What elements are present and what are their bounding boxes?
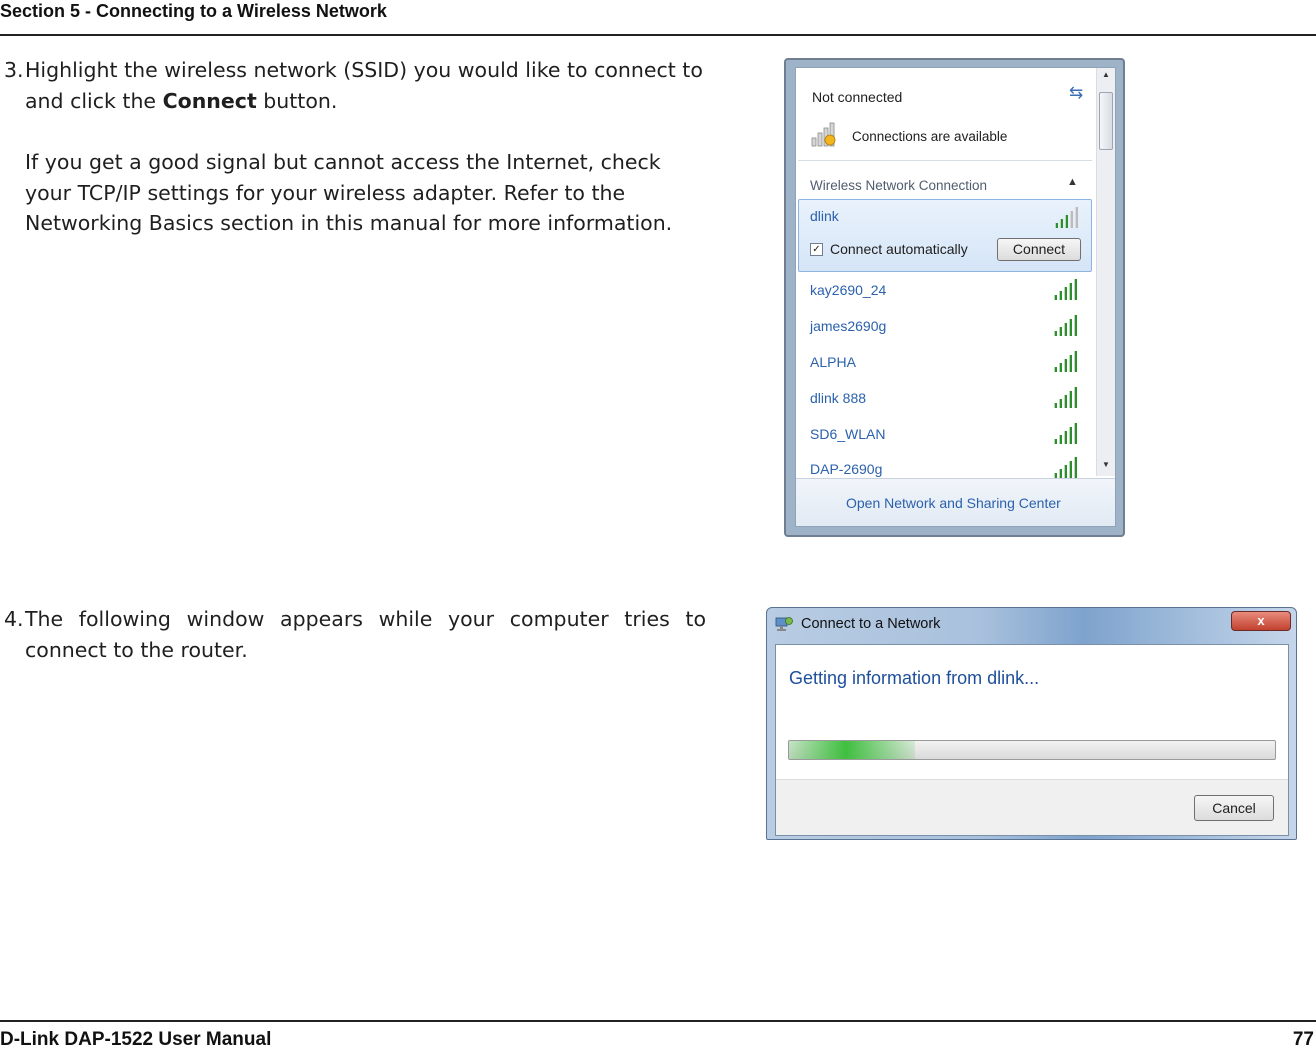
network-signal-icon <box>810 118 842 148</box>
section-header <box>0 0 1316 36</box>
wireless-networks-panel <box>795 67 1116 527</box>
step-4 <box>4 604 706 665</box>
cancel-button[interactable]: Cancel <box>1194 795 1274 821</box>
close-button[interactable]: x <box>1231 611 1291 631</box>
signal-strength-icon <box>1054 350 1081 372</box>
progress-fill <box>789 741 915 759</box>
signal-strength-icon <box>1054 422 1081 444</box>
network-list-item[interactable]: dlink 888 <box>810 390 867 406</box>
network-list-item[interactable]: kay2690_24 <box>810 282 887 298</box>
signal-strength-icon <box>1054 314 1081 336</box>
signal-strength-icon <box>1054 386 1081 408</box>
step-4-instruction: The following window appears while your computer tries to connect to the router. <box>25 607 706 662</box>
step-3-note: If you get a good signal but cannot access the Internet, check your TCP/IP settings for your wireless adapter. Refer to the Networking Basics section in this manual for more information. <box>25 150 673 235</box>
page-footer <box>0 1020 1316 1049</box>
step-number: 3. <box>4 58 24 82</box>
dialog-footer <box>776 779 1288 835</box>
chevron-up-icon[interactable]: ▲ <box>1067 176 1078 188</box>
refresh-icon[interactable]: ⇆ <box>1069 83 1084 102</box>
connect-automatically-label: Connect automatically <box>830 241 968 257</box>
connect-automatically-checkbox[interactable]: ✓ <box>810 243 823 256</box>
wireless-networks-screenshot <box>784 58 1125 537</box>
network-list-item[interactable]: ALPHA <box>810 354 856 370</box>
progress-bar <box>788 740 1276 760</box>
signal-strength-icon <box>1054 278 1081 300</box>
connect-to-network-dialog <box>766 607 1297 840</box>
page-number: 77 <box>1292 1029 1314 1049</box>
scroll-up-arrow-icon[interactable]: ▲ <box>1102 70 1110 79</box>
wireless-connection-header: Wireless Network Connection <box>810 178 988 193</box>
step-3-instruction: Highlight the wireless network (SSID) you would like to connect to and click the Connect button. <box>25 58 703 113</box>
network-name: dlink <box>810 208 839 224</box>
panel-footer <box>796 478 1116 527</box>
step-3 <box>4 55 706 239</box>
network-list-item[interactable]: DAP-2690g <box>810 461 883 477</box>
dialog-body <box>775 644 1289 836</box>
network-list-item[interactable]: SD6_WLAN <box>810 426 886 442</box>
divider <box>798 160 1092 161</box>
scroll-down-arrow-icon[interactable]: ▼ <box>1102 460 1110 469</box>
signal-strength-icon <box>1054 456 1081 478</box>
network-list-item[interactable]: james2690g <box>810 318 887 334</box>
connect-keyword: Connect <box>162 88 257 113</box>
open-network-sharing-center-link[interactable]: Open Network and Sharing Center <box>846 495 1061 511</box>
connect-button[interactable]: Connect <box>997 238 1081 261</box>
signal-strength-icon <box>1055 206 1082 228</box>
connections-available-label: Connections are available <box>852 129 1008 144</box>
scrollbar-thumb[interactable] <box>1099 92 1113 150</box>
manual-name: D-Link DAP-1522 User Manual <box>0 1029 272 1049</box>
connection-status: Not connected <box>812 89 903 105</box>
status-message: Getting information from dlink... <box>789 668 1040 688</box>
section-title: Section 5 - Connecting to a Wireless Network <box>0 1 387 21</box>
step-number: 4. <box>4 607 24 631</box>
dialog-title: Connect to a Network <box>801 616 941 632</box>
network-list-scrollbar[interactable] <box>1096 68 1115 476</box>
network-icon <box>775 616 793 632</box>
selected-network-row[interactable] <box>798 199 1092 272</box>
